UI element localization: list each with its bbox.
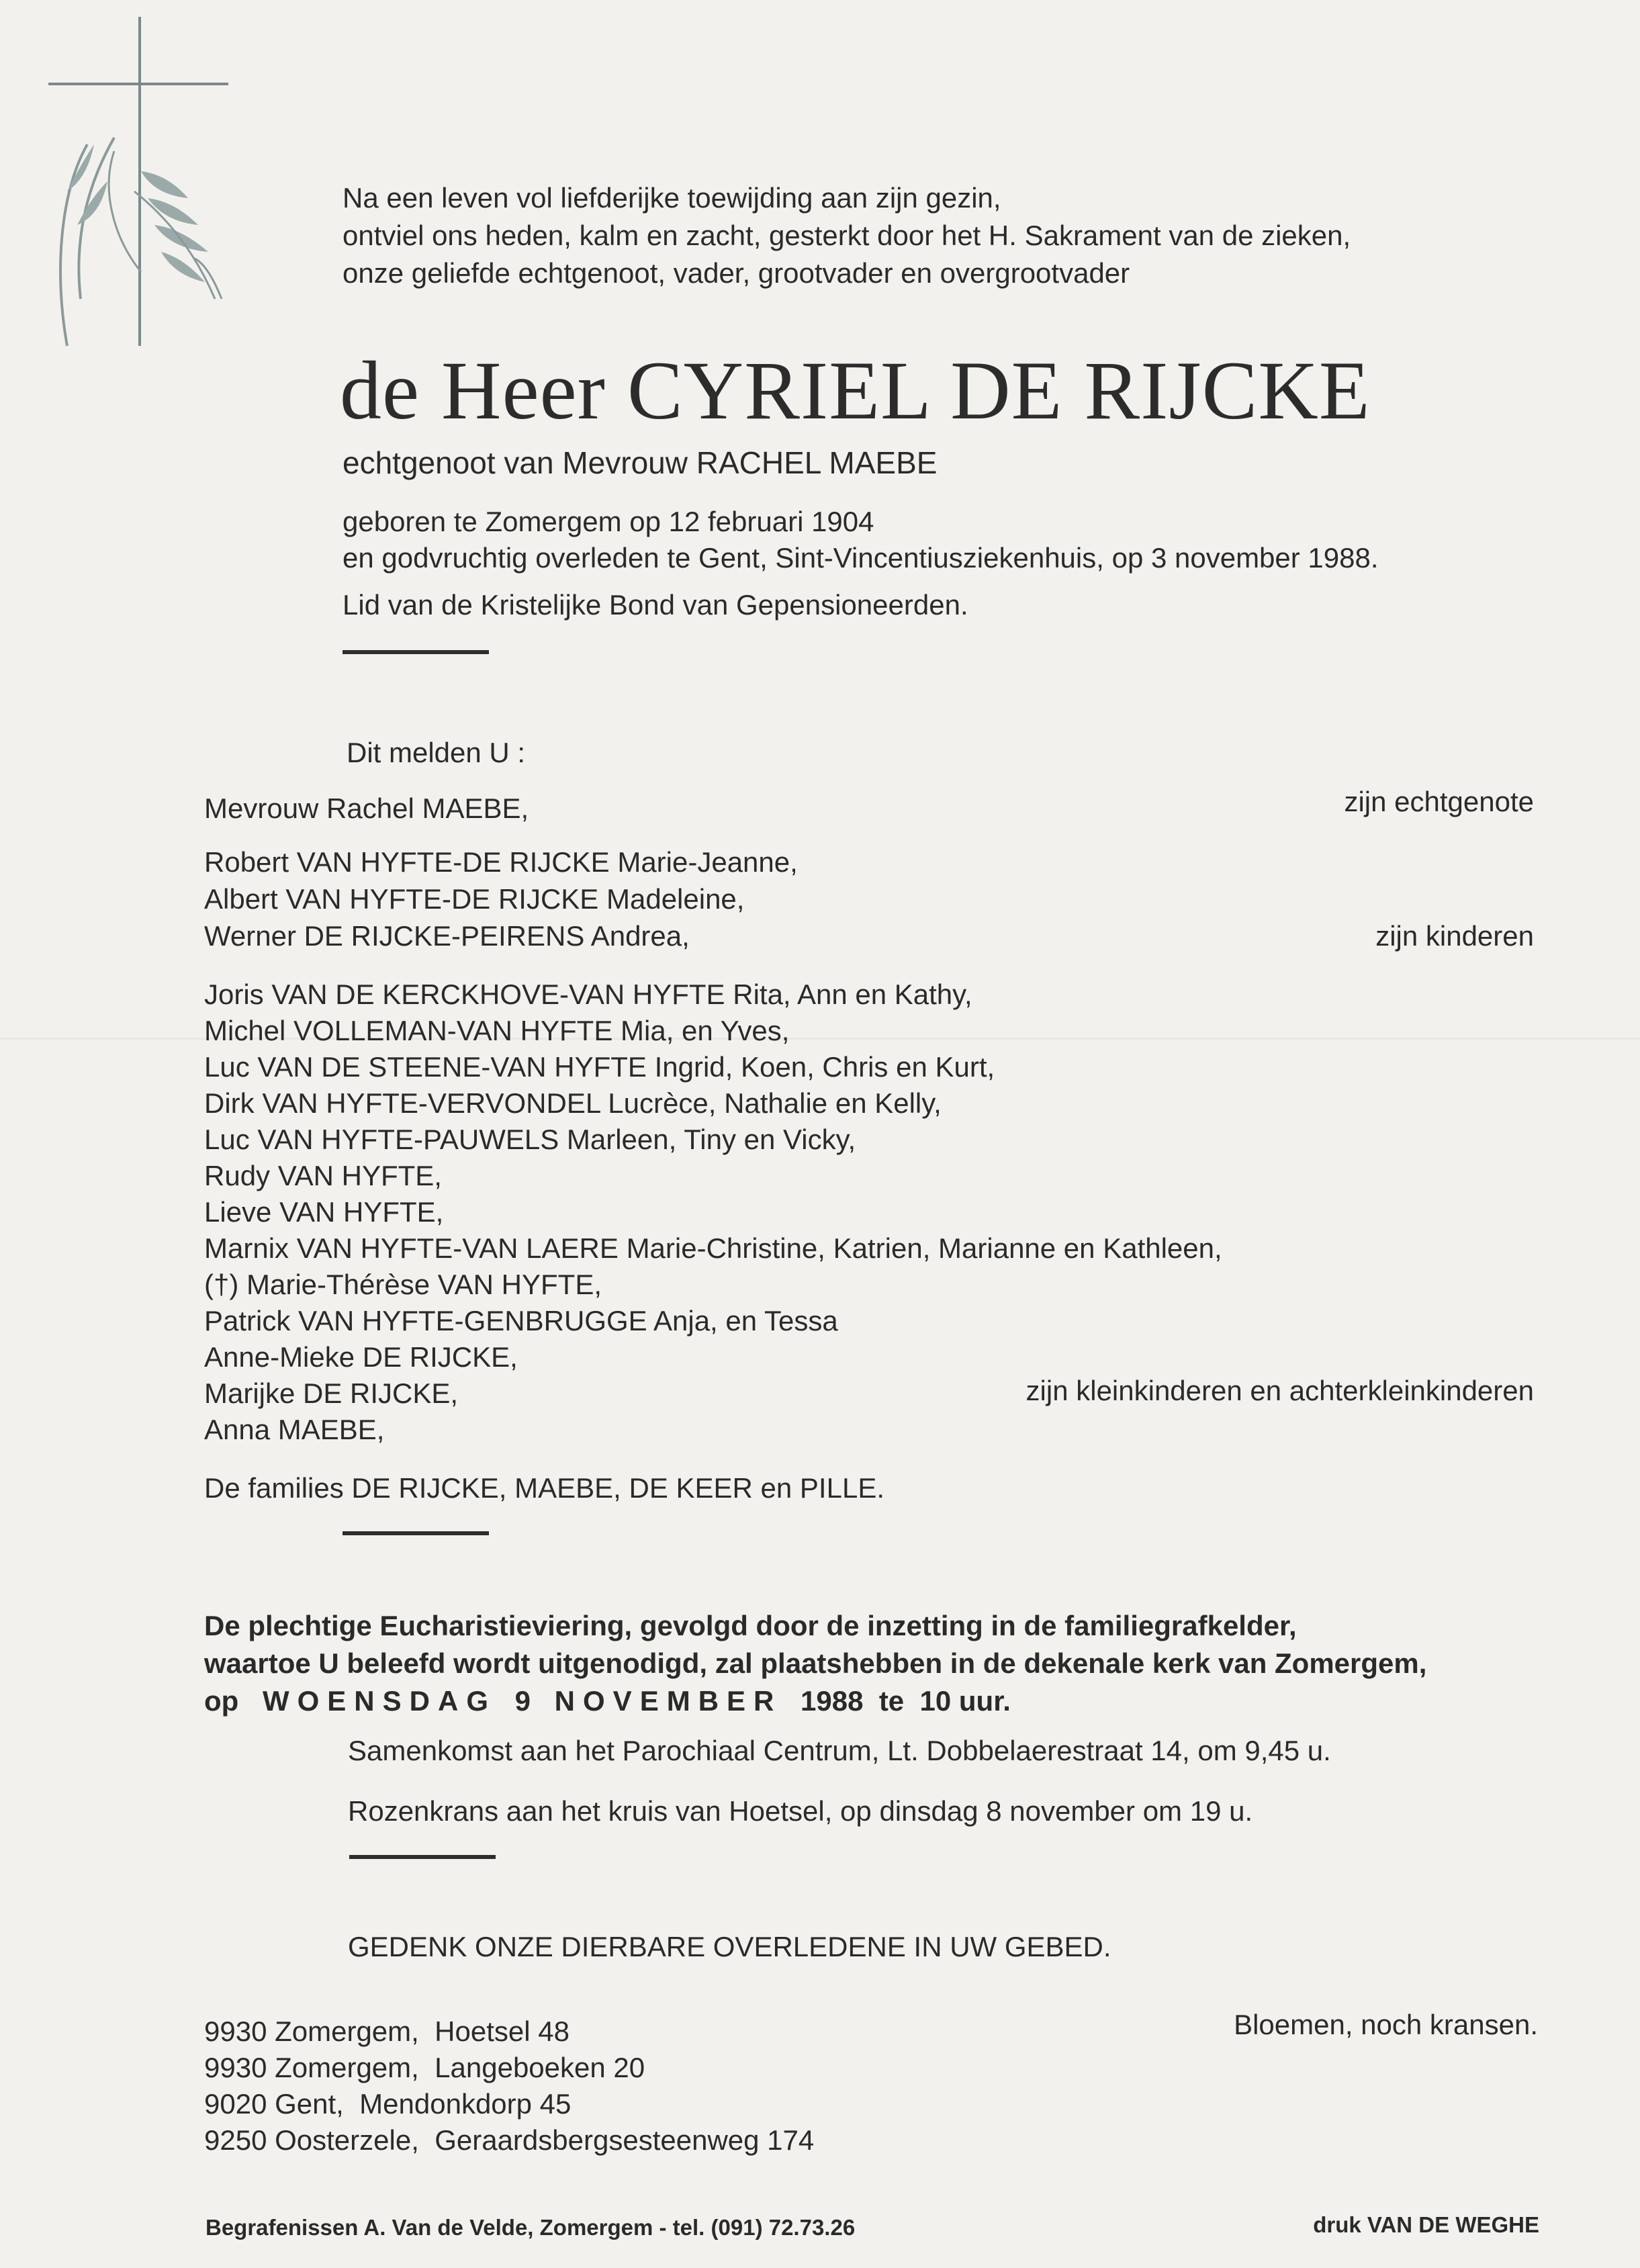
grandchild-entry: Marijke DE RIJCKE, [204,1377,459,1409]
rosary-line: Rozenkrans aan het kruis van Hoetsel, op dinsdag 8 november om 19 u. [348,1795,1253,1827]
grandchild-entry: Michel VOLLEMAN-VAN HYFTE Mia, en Yves, [204,1015,790,1046]
prayer-line: GEDENK ONZE DIERBARE OVERLEDENE IN UW GEBED. [348,1931,1111,1962]
spouse-role: zijn echtgenote [1344,786,1534,817]
grandchild-entry: Joris VAN DE KERCKHOVE-VAN HYFTE Rita, Ann en Kathy, [204,979,972,1010]
ceremony-date: 9 NOVEMBER [514,1685,782,1717]
address-line: 9250 Oosterzele, Geraardsbergsesteenweg 174 [204,2124,815,2156]
spouse-name: Mevrouw Rachel MAEBE, [204,792,529,824]
grandchild-entry: Luc VAN DE STEENE-VAN HYFTE Ingrid, Koen, Chris en Kurt, [204,1051,995,1083]
grandchildren-role: zijn kleinkinderen en achterkleinkinderen [1026,1375,1534,1406]
divider [343,650,489,654]
intro-line: onze geliefde echtgenoot, vader, grootvader en overgrootvader [343,257,1130,289]
spouse-line: echtgenoot van Mevrouw RACHEL MAEBE [343,445,938,480]
cross-wheat-icon [40,17,262,359]
grandchild-entry: Luc VAN HYFTE-PAUWELS Marleen, Tiny en Vicky, [204,1124,856,1155]
grandchild-entry: Lieve VAN HYFTE, [204,1196,444,1228]
address-line: 9930 Zomergem, Hoetsel 48 [204,2015,570,2047]
birth-line: geboren te Zomergem op 12 februari 1904 [343,506,874,537]
grandchild-entry: Patrick VAN HYFTE-GENBRUGGE Anja, en Tessa [204,1305,838,1336]
ceremony-day: WOENSDAG [262,1685,496,1717]
divider [343,1531,489,1535]
deceased-name: de Heer CYRIEL DE RIJCKE [340,345,1371,437]
child-entry: Robert VAN HYFTE-DE RIJCKE Marie-Jeanne, [204,846,798,878]
grandchild-entry: Rudy VAN HYFTE, [204,1160,442,1191]
families-line: De families DE RIJCKE, MAEBE, DE KEER en PILLE. [204,1472,885,1504]
ceremony-date-line [204,1687,1011,1715]
grandchild-entry: Anne-Mieke DE RIJCKE, [204,1341,518,1373]
grandchild-entry: (†) Marie-Thérèse VAN HYFTE, [204,1269,602,1300]
announce-heading: Dit melden U : [347,737,526,768]
divider [349,1855,496,1859]
ceremony-line: De plechtige Eucharistieviering, gevolgd door de inzetting in de familiegrafkelder, [204,1610,1297,1641]
footer-undertaker: Begrafenissen A. Van de Velde, Zomergem - tel. (091) 72.73.26 [206,2215,856,2240]
gathering-line: Samenkomst aan het Parochiaal Centrum, Lt. Dobbelaerestraat 14, om 9,45 u. [348,1735,1331,1766]
grandchild-entry: Dirk VAN HYFTE-VERVONDEL Lucrèce, Nathalie en Kelly, [204,1087,942,1119]
grandchild-entry: Anna MAEBE, [204,1414,385,1445]
ceremony-line: waartoe U beleefd wordt uitgenodigd, zal plaatshebben in de dekenale kerk van Zomergem, [204,1647,1427,1679]
address-line: 9020 Gent, Mendonkdorp 45 [204,2088,572,2120]
ceremony-year-time: 1988 te 10 uur. [801,1685,1011,1717]
child-entry: Werner DE RIJCKE-PEIRENS Andrea, [204,920,690,952]
intro-line: ontviel ons heden, kalm en zacht, gesterkt door het H. Sakrament van de zieken, [343,220,1351,251]
death-line: en godvruchtig overleden te Gent, Sint-Vincentiusziekenhuis, op 3 november 1988. [343,542,1379,574]
child-entry: Albert VAN HYFTE-DE RIJCKE Madeleine, [204,883,745,915]
children-role: zijn kinderen [1375,920,1534,952]
ceremony-prefix: op [204,1685,239,1717]
grandchild-entry: Marnix VAN HYFTE-VAN LAERE Marie-Christine, Katrien, Marianne en Kathleen, [204,1232,1222,1264]
address-line: 9930 Zomergem, Langeboeken 20 [204,2052,645,2083]
membership-line: Lid van de Kristelijke Bond van Gepensioneerden. [343,589,968,621]
flowers-note: Bloemen, noch kransen. [1234,2009,1538,2040]
intro-line: Na een leven vol liefderijke toewijding aan zijn gezin, [343,182,1001,214]
footer-printer: druk VAN DE WEGHE [1313,2212,1539,2237]
